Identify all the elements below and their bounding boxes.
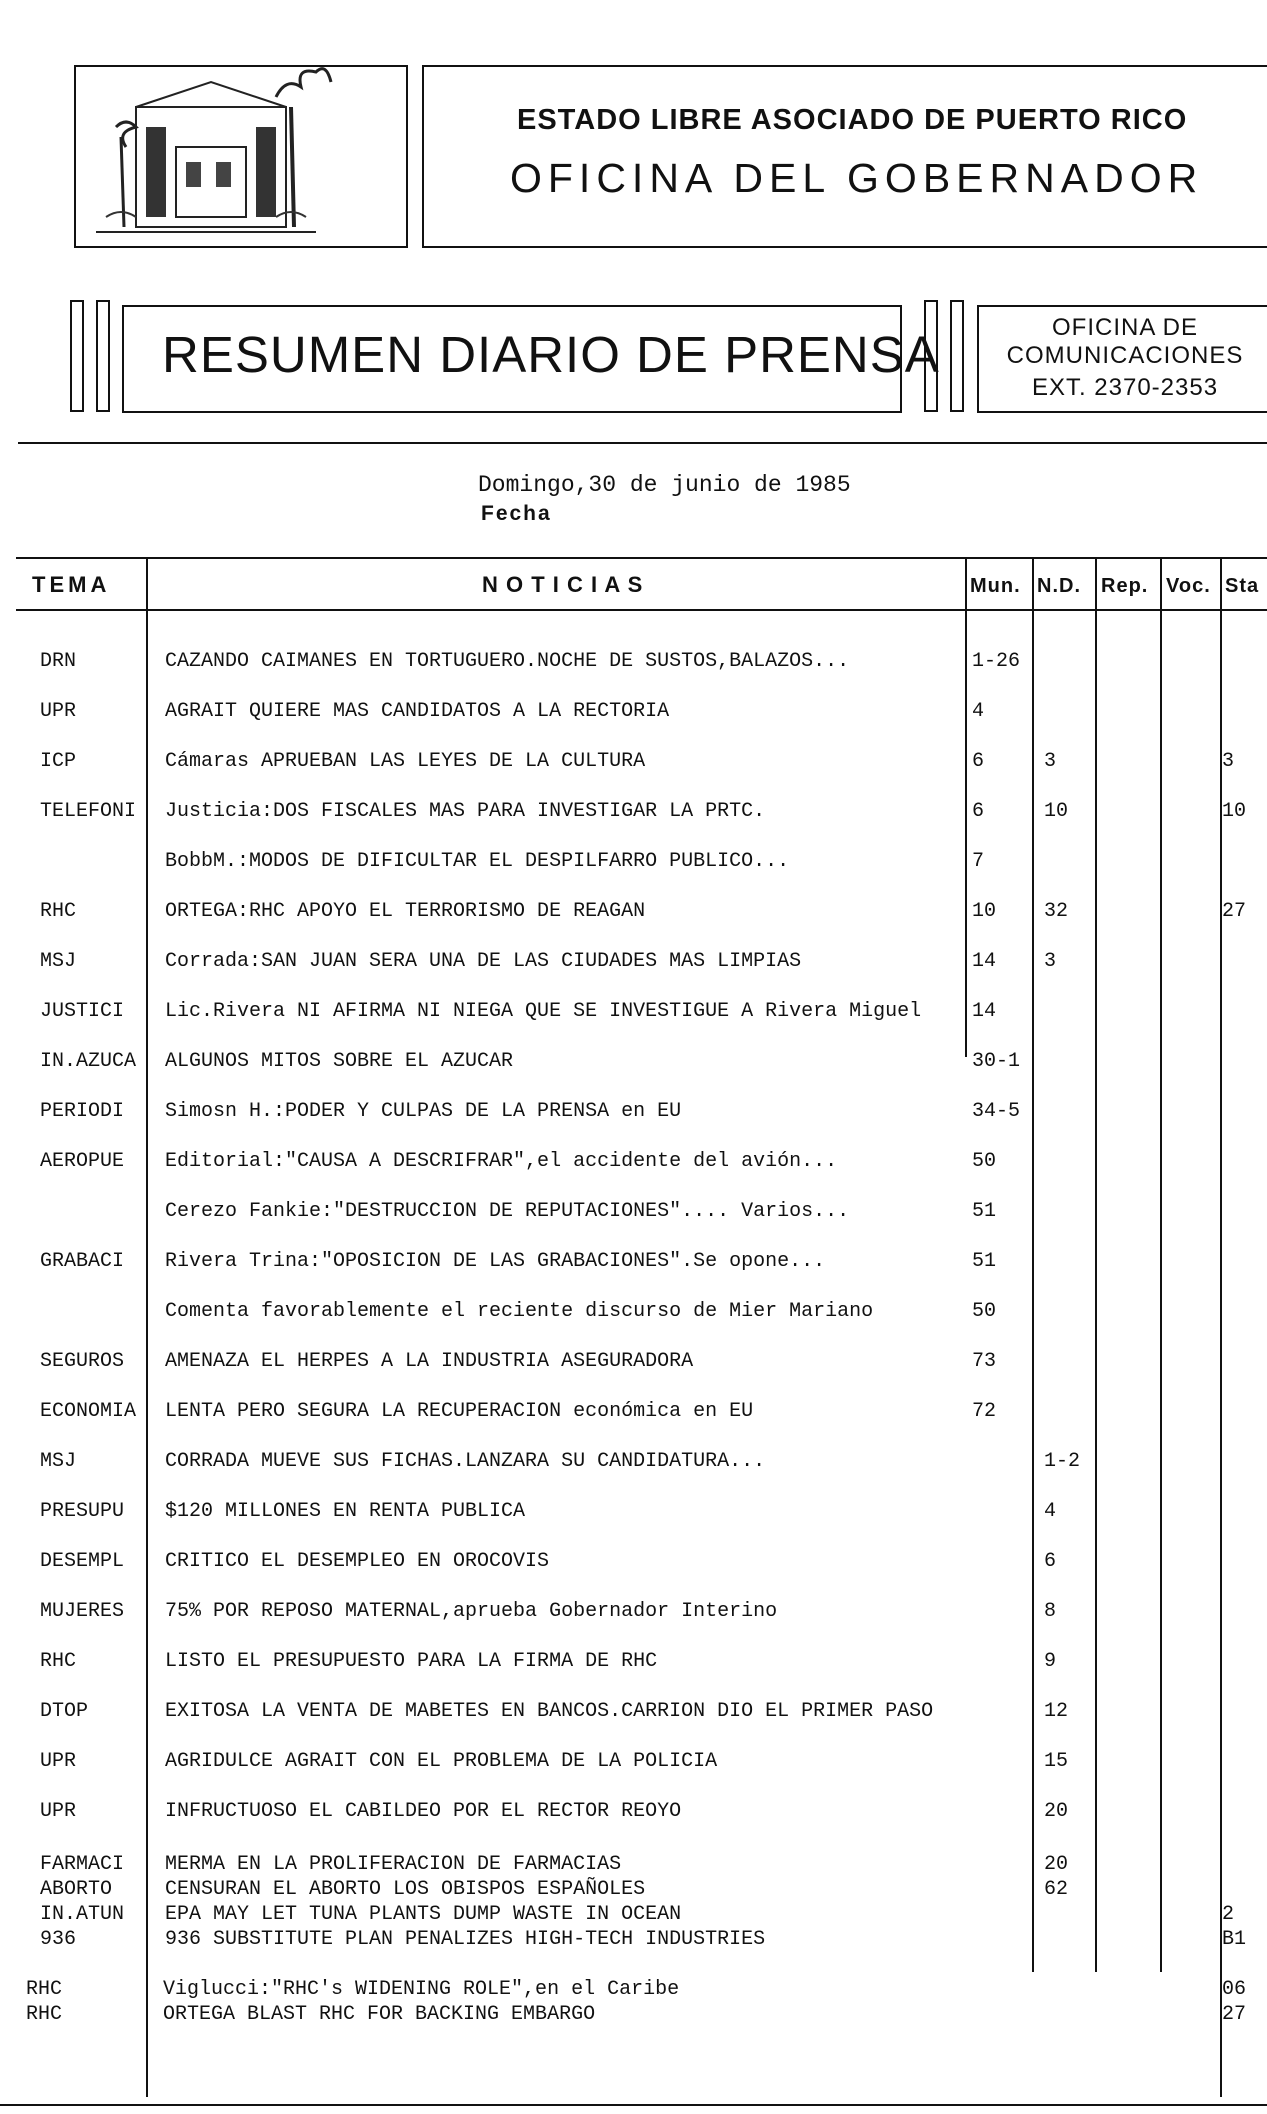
header-line1: ESTADO LIBRE ASOCIADO DE PUERTO RICO bbox=[517, 104, 1188, 136]
banner-bar-left-2 bbox=[96, 300, 110, 412]
col-header-sta: Sta bbox=[1225, 575, 1260, 597]
row-tema: UPR bbox=[40, 1750, 77, 1773]
row-mun: 50 bbox=[972, 1150, 997, 1173]
row-tema: PRESUPU bbox=[40, 1500, 125, 1523]
row-tema: MSJ bbox=[40, 1450, 77, 1473]
row-mun: 6 bbox=[972, 800, 985, 823]
row-tema: 936 bbox=[40, 1928, 77, 1951]
col-divider-rep bbox=[1095, 557, 1097, 1972]
row-noticia: Justicia:DOS FISCALES MAS PARA INVESTIGAR LA PRTC. bbox=[165, 800, 766, 823]
row-noticia: Rivera Trina:"OPOSICION DE LAS GRABACIONES".Se opone... bbox=[165, 1250, 826, 1273]
col-header-tema: TEMA bbox=[32, 572, 111, 597]
row-tema: GRABACI bbox=[40, 1250, 125, 1273]
row-mun: 4 bbox=[972, 700, 985, 723]
row-mun: 10 bbox=[972, 900, 997, 923]
row-sta: 27 bbox=[1222, 900, 1247, 923]
col-header-nd: N.D. bbox=[1037, 575, 1081, 597]
row-nd: 3 bbox=[1044, 750, 1057, 773]
header-rule bbox=[18, 442, 1267, 444]
row-noticia: Lic.Rivera NI AFIRMA NI NIEGA QUE SE INVESTIGUE A Rivera Miguel bbox=[165, 1000, 922, 1023]
row-nd: 1-2 bbox=[1044, 1450, 1081, 1473]
row-nd: 3 bbox=[1044, 950, 1057, 973]
office-line1: OFICINA DE bbox=[1051, 314, 1199, 341]
row-nd: 62 bbox=[1044, 1878, 1069, 1901]
row-noticia: AGRIDULCE AGRAIT CON EL PROBLEMA DE LA POLICIA bbox=[165, 1750, 718, 1773]
row-noticia: CORRADA MUEVE SUS FICHAS.LANZARA SU CANDIDATURA... bbox=[165, 1450, 766, 1473]
row-noticia: EPA MAY LET TUNA PLANTS DUMP WASTE IN OCEAN bbox=[165, 1903, 682, 1926]
row-nd: 20 bbox=[1044, 1800, 1069, 1823]
row-tema: AEROPUE bbox=[40, 1150, 125, 1173]
row-tema: DESEMPL bbox=[40, 1550, 125, 1573]
fortaleza-logo bbox=[76, 67, 406, 246]
col-header-voc: Voc. bbox=[1166, 575, 1211, 597]
header-line2: OFICINA DEL GOBERNADOR bbox=[510, 155, 1204, 201]
row-tema: ABORTO bbox=[40, 1878, 113, 1901]
row-nd: 9 bbox=[1044, 1650, 1057, 1673]
date-value: Domingo,30 de junio de 1985 bbox=[478, 472, 851, 498]
row-noticia: Editorial:"CAUSA A DESCRIFRAR",el accidente del avión... bbox=[165, 1150, 838, 1173]
row-noticia: Comenta favorablemente el reciente discurso de Mier Mariano bbox=[165, 1300, 874, 1323]
row-mun: 14 bbox=[972, 950, 997, 973]
row-tema: UPR bbox=[40, 700, 77, 723]
row-noticia: CAZANDO CAIMANES EN TORTUGUERO.NOCHE DE SUSTOS,BALAZOS... bbox=[165, 650, 850, 673]
row-nd: 8 bbox=[1044, 1600, 1057, 1623]
row-sta: 3 bbox=[1222, 750, 1235, 773]
row-tema: MUJERES bbox=[40, 1600, 125, 1623]
row-nd: 20 bbox=[1044, 1853, 1069, 1876]
row-tema: ECONOMIA bbox=[40, 1400, 137, 1423]
row-tema: TELEFONI bbox=[40, 800, 137, 823]
row-tema: SEGUROS bbox=[40, 1350, 125, 1373]
row-tema: MSJ bbox=[40, 950, 77, 973]
row-noticia: INFRUCTUOSO EL CABILDEO POR EL RECTOR REOYO bbox=[165, 1800, 682, 1823]
row-noticia: 936 SUBSTITUTE PLAN PENALIZES HIGH-TECH INDUSTRIES bbox=[165, 1928, 766, 1951]
row-tema: IN.AZUCA bbox=[40, 1050, 137, 1073]
row-nd: 4 bbox=[1044, 1500, 1057, 1523]
row-mun: 51 bbox=[972, 1200, 997, 1223]
row-noticia: Corrada:SAN JUAN SERA UNA DE LAS CIUDADES MAS LIMPIAS bbox=[165, 950, 802, 973]
row-mun: 1-26 bbox=[972, 650, 1021, 673]
row-sta: 27 bbox=[1222, 2003, 1247, 2026]
row-mun: 6 bbox=[972, 750, 985, 773]
row-noticia: $120 MILLONES EN RENTA PUBLICA bbox=[165, 1500, 526, 1523]
row-sta: B1 bbox=[1222, 1928, 1247, 1951]
row-tema: UPR bbox=[40, 1800, 77, 1823]
row-noticia: MERMA EN LA PROLIFERACION DE FARMACIAS bbox=[165, 1853, 622, 1876]
banner-title: RESUMEN DIARIO DE PRENSA bbox=[162, 326, 940, 383]
row-tema: JUSTICI bbox=[40, 1000, 125, 1023]
banner-bar-right-1 bbox=[924, 300, 938, 412]
col-divider-nd bbox=[1032, 557, 1034, 1972]
col-divider-tema bbox=[146, 557, 148, 2097]
row-noticia: BobbM.:MODOS DE DIFICULTAR EL DESPILFARRO PUBLICO... bbox=[165, 850, 790, 873]
row-tema: ICP bbox=[40, 750, 77, 773]
col-divider-voc bbox=[1160, 557, 1162, 1972]
row-noticia: ALGUNOS MITOS SOBRE EL AZUCAR bbox=[165, 1050, 514, 1073]
row-sta: 06 bbox=[1222, 1978, 1247, 2001]
office-ext: EXT. 2370-2353 bbox=[1031, 374, 1219, 401]
row-noticia: ORTEGA BLAST RHC FOR BACKING EMBARGO bbox=[163, 2003, 596, 2026]
row-tema: FARMACI bbox=[40, 1853, 125, 1876]
col-divider-mun bbox=[965, 557, 967, 1057]
row-mun: 7 bbox=[972, 850, 985, 873]
row-mun: 34-5 bbox=[972, 1100, 1021, 1123]
row-mun: 72 bbox=[972, 1400, 997, 1423]
banner-bar-right-2 bbox=[950, 300, 964, 412]
col-header-mun: Mun. bbox=[970, 575, 1021, 597]
row-noticia: CENSURAN EL ABORTO LOS OBISPOS ESPAÑOLES bbox=[165, 1878, 646, 1901]
row-tema: DTOP bbox=[40, 1700, 89, 1723]
row-noticia: Viglucci:"RHC's WIDENING ROLE",en el Caribe bbox=[163, 1978, 680, 2001]
row-tema: RHC bbox=[26, 2003, 63, 2026]
row-mun: 73 bbox=[972, 1350, 997, 1373]
row-noticia: Simosn H.:PODER Y CULPAS DE LA PRENSA en EU bbox=[165, 1100, 682, 1123]
row-mun: 30-1 bbox=[972, 1050, 1021, 1073]
row-noticia: AMENAZA EL HERPES A LA INDUSTRIA ASEGURADORA bbox=[165, 1350, 694, 1373]
row-noticia: LISTO EL PRESUPUESTO PARA LA FIRMA DE RHC bbox=[165, 1650, 658, 1673]
row-sta: 2 bbox=[1222, 1903, 1235, 1926]
row-mun: 14 bbox=[972, 1000, 997, 1023]
row-sta: 10 bbox=[1222, 800, 1247, 823]
row-nd: 32 bbox=[1044, 900, 1069, 923]
row-noticia: LENTA PERO SEGURA LA RECUPERACION económica en EU bbox=[165, 1400, 754, 1423]
row-tema: DRN bbox=[40, 650, 77, 673]
row-nd: 10 bbox=[1044, 800, 1069, 823]
row-noticia: CRITICO EL DESEMPLEO EN OROCOVIS bbox=[165, 1550, 550, 1573]
row-noticia: ORTEGA:RHC APOYO EL TERRORISMO DE REAGAN bbox=[165, 900, 646, 923]
row-nd: 12 bbox=[1044, 1700, 1069, 1723]
row-nd: 15 bbox=[1044, 1750, 1069, 1773]
row-noticia: AGRAIT QUIERE MAS CANDIDATOS A LA RECTORIA bbox=[165, 700, 670, 723]
row-tema: RHC bbox=[26, 1978, 63, 2001]
row-noticia: Cerezo Fankie:"DESTRUCCION DE REPUTACIONES".... Varios... bbox=[165, 1200, 850, 1223]
row-noticia: EXITOSA LA VENTA DE MABETES EN BANCOS.CARRION DIO EL PRIMER PASO bbox=[165, 1700, 934, 1723]
logo-box bbox=[74, 65, 408, 248]
col-header-noticias: N O T I C I A S bbox=[482, 572, 644, 597]
row-tema: RHC bbox=[40, 1650, 77, 1673]
row-noticia: 75% POR REPOSO MATERNAL,aprueba Gobernador Interino bbox=[165, 1600, 778, 1623]
table-head-rule bbox=[16, 609, 1267, 611]
page-bottom-rule bbox=[0, 2104, 1267, 2106]
row-tema: RHC bbox=[40, 900, 77, 923]
col-header-rep: Rep. bbox=[1101, 575, 1149, 597]
row-nd: 6 bbox=[1044, 1550, 1057, 1573]
row-tema: IN.ATUN bbox=[40, 1903, 125, 1926]
row-tema: PERIODI bbox=[40, 1100, 125, 1123]
col-divider-sta bbox=[1220, 557, 1222, 2097]
row-mun: 51 bbox=[972, 1250, 997, 1273]
office-line2: COMUNICACIONES bbox=[1006, 342, 1244, 369]
date-label: Fecha bbox=[481, 502, 552, 525]
table-top-rule bbox=[16, 557, 1267, 559]
row-mun: 50 bbox=[972, 1300, 997, 1323]
banner-bar-left-1 bbox=[70, 300, 84, 412]
row-noticia: Cámaras APRUEBAN LAS LEYES DE LA CULTURA bbox=[165, 750, 646, 773]
